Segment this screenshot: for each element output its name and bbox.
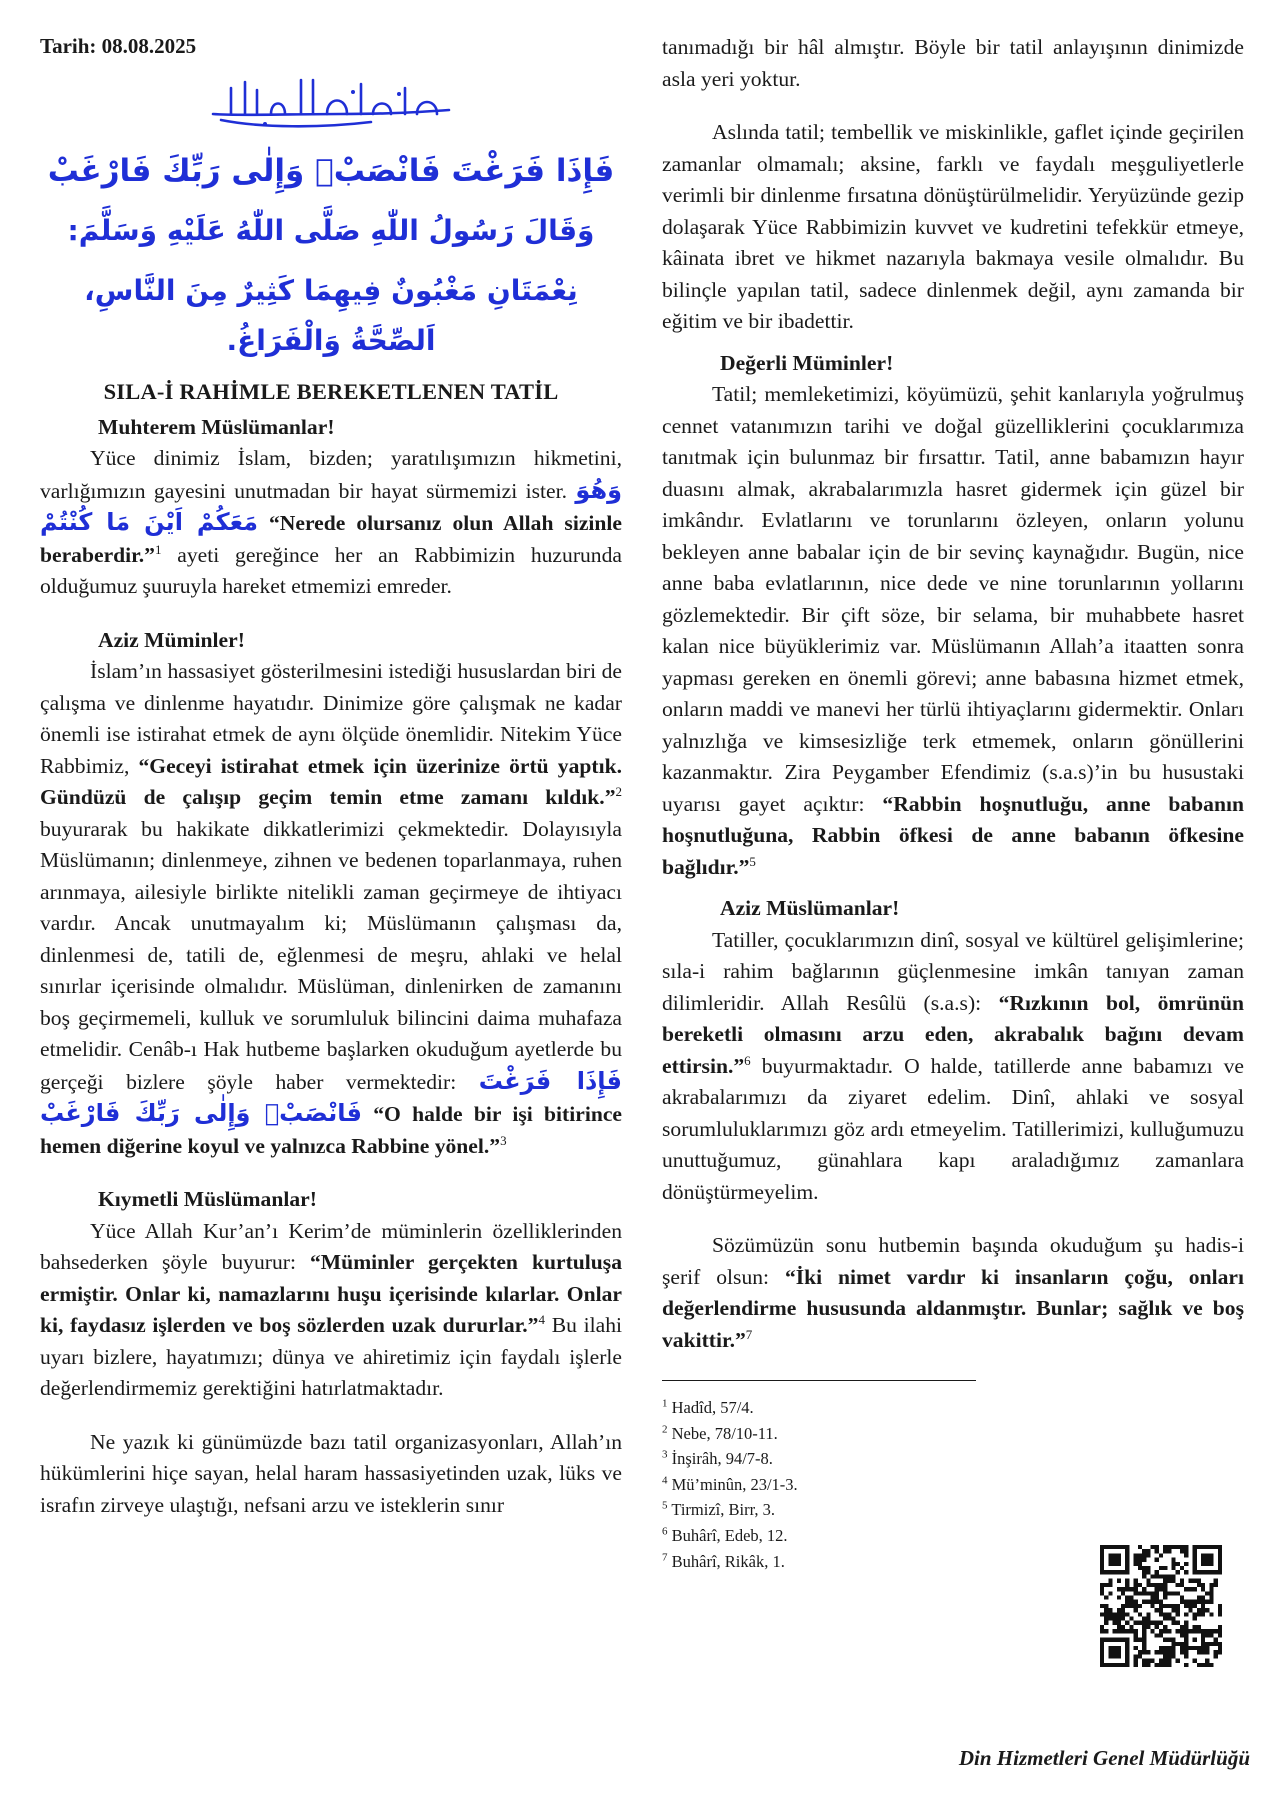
paragraph-5: Aslında tatil; tembellik ve miskinlikle, gaflet içinde geçirilen zamanlar olmamalı; aksine, farklı ve faydalı meşguliyetlerle verimli bir dinlenme fırsatına dönüştürülmelidir. Yeryüzünde gezip dolaşarak Yüce Rabbimizin kuvvet ve kudretini tefekkür etmeye, kâinata ibret ve hikmet nazarıyla bakmaya vesile olmalıdır. Bu bilinçle yapılan tatil, sadece dinlenmek değil, aynı zamanda bir eğitim ve bir ibadettir. xyxy=(662,120,1244,333)
paragraph-1-text-a: Yüce dinimiz İslam, bizden; yaratılışımızın hikmetini, varlığımızın gayesini unutmadan bir hayat sürmemizi ister. xyxy=(40,446,622,503)
footnote-item: $^5$ Tirmizî, Birr, 3. xyxy=(662,1499,776,1520)
footnote-ref-2: 2 xyxy=(615,783,622,799)
footnote-divider xyxy=(662,1380,976,1381)
hadith-intro-arabic: وَقَالَ رَسُولُ اللّٰهِ صَلَّى اللّٰهُ عَلَيْهِ وَسَلَّمَ: xyxy=(67,214,595,247)
paragraph-7-text-b: buyurmaktadır. O halde, tatillerde anne babamızı ve akrabalarımızı da ziyaret edelim. Dinî, ahlaki ve sosyal sorumluluklarımızı göz ardı etmeyelim. Tatillerimizi, kulluğumuzu unuttuğumuz, günahlara kapı araladığımız zamanlara dönüştürmeyelim. xyxy=(662,1053,1244,1204)
heading-aziz-muslumanlar: Aziz Müslümanlar! xyxy=(720,896,900,920)
paragraph-3 xyxy=(40,1216,622,1405)
paragraph-8-text-a: Sözümüzün sonu hutbemin başında okuduğum şu hadis-i şerif olsun: xyxy=(662,1233,1244,1289)
footnote-ref-4: 4 xyxy=(538,1311,545,1327)
inline-arabic-1: وَهُوَ مَعَكُمْ اَيْنَ مَا كُنْتُمْ xyxy=(40,475,622,536)
footnote-item: $^4$ Mü’minûn, 23/1-3. xyxy=(662,1474,798,1494)
paragraph-6-text-a: Tatil; memleketimizi, köyümüzü, şehit kanlarıyla yoğrulmuş cennet vatanımızın tarihi ve doğal güzelliklerini çocuklarımıza tanıtmak için bulunmaz bir fırsattır. Tatil, anne babamızın hayır duasını almak, akrabalarımızla hasret gidermek için güzel bir imkândır. Evlatlarını ve torunlarını özleyen, onların yolunu bekleyen anne babalar için de bir sevinç kaynağıdır. Bugün, nice anne baba evlatlarının, nice dede ve nine torunlarının yollarını gözlemektedir. Bir çift söze, bir selama, bir muhabbete hasret kalan nice büyüklerimiz var. Müslümanın Allah’a itaatten sonra yapması gereken en önemli görevi; anne babasına hizmet etmek, onların maddi ve manevi her türlü ihtiyaçlarını gidermektir. Onları yalnızlığa ve kimsesizliğe terk etmemek, onların gönüllerini kazanmaktır. Zira Peygamber Efendimiz (s.a.s)’in bu husustaki uyarısı gayet açıktır: xyxy=(662,382,1244,816)
qr-code-icon[interactable] xyxy=(1100,1545,1222,1667)
quote-3: “O halde bir işi bitirince hemen diğerine koyul ve yalnızca Rabbine yönel.” xyxy=(40,1102,623,1158)
heading-degerli: Değerli Müminler! xyxy=(720,350,894,375)
paragraph-7 xyxy=(662,925,1244,1209)
signature-organization: Din Hizmetleri Genel Müdürlüğü xyxy=(958,1746,1250,1770)
sermon-title: SILA-İ RAHİMLE BEREKETLENEN TATİL xyxy=(103,379,559,404)
paragraph-2 xyxy=(40,656,622,1162)
paragraph-2-text-a: İslam’ın hassasiyet gösterilmesini istediği hususlardan biri de çalışma ve dinlenme hayatıdır. Dinimize göre çalışmak ne kadar önemli ise istirahat etmek de aynı ölçüde önemlidir. Nitekim Yüce Rabbimiz, xyxy=(40,659,622,778)
paragraph-8 xyxy=(662,1230,1244,1356)
paragraph-2-text-b: buyurarak bu hakikate dikkatlerimizi çekmektedir. Dolayısıyla Müslümanın; dinlenmeye, zihnen ve bedenen toparlanmaya, ruhen arınmaya, ailesiyle birlikte nitelikli zaman geçirmeye de ihtiyacı vardır. Ancak unutmayalım ki; Müslümanın çalışması da, dinlenmesi de, tatili de, eğlenmesi de meşru, ahlaki ve helal sınırlar içerisinde olmalıdır. Müslüman, dinlenirken de zamanını boş geçirmemeli, kulluk ve sorumluluk bilincini daima muhafaza etmelidir. Cenâb-ı Hak hutbeme başlarken okuduğum ayetlerde bu gerçeği bizlere şöyle haber vermektedir: xyxy=(40,816,622,1094)
footnote-item: $^2$ Nebe, 78/10-11. xyxy=(662,1423,778,1443)
quote-2: “Geceyi istirahat etmek için üzerinize örtü yaptık. Gündüzü de çalışıp geçim temin etme zamanı kıldık.” xyxy=(40,753,622,809)
date-label: Tarih: 08.08.2025 xyxy=(40,34,197,58)
quote-4: “Müminler gerçekten kurtuluşa ermiştir. Onlar ki, namazlarını huşu içerisinde kılarlar. Onlar ki, faydasız işlerden ve boş sözlerden uzak dururlar.” xyxy=(40,1250,622,1337)
footnote-ref-3: 3 xyxy=(500,1132,507,1148)
heading-muhterem: Muhterem Müslümanlar! xyxy=(98,414,335,439)
footnote-item: $^1$ Hadîd, 57/4. xyxy=(662,1397,754,1417)
paragraph-7-text-a: Tatiller, çocuklarımızın dinî, sosyal ve kültürel gelişimlerine; sıla-i rahim bağlarının güçlenmesine imkân tanıyan zaman dilimleridir. Allah Resûlü (s.a.s): xyxy=(662,927,1244,1015)
left-column xyxy=(40,32,622,1521)
quote-1: “Nerede olursanız olun Allah sizinle beraberdir.” xyxy=(40,511,622,567)
basmala-calligraphy-icon xyxy=(40,70,622,134)
footnote-ref-1: 1 xyxy=(154,541,162,557)
heading-kiymetli: Kıymetli Müslümanlar! xyxy=(98,1187,317,1211)
paragraph-1 xyxy=(40,443,622,603)
heading-aziz-muminler: Aziz Müminler! xyxy=(98,627,245,652)
footnote-item: $^6$ Buhârî, Edeb, 12. xyxy=(662,1525,788,1545)
footnote-item: $^3$ İnşirâh, 94/7-8. xyxy=(662,1448,773,1469)
paragraph-4-continued: tanımadığı bir hâl almıştır. Böyle bir tatil anlayışının dinimizde asla yeri yoktur. xyxy=(662,35,1244,91)
footnote-item: $^7$ Buhârî, Rikâk, 1. xyxy=(662,1551,785,1571)
footnote-ref-5: 5 xyxy=(749,853,756,869)
paragraph-3-text-b: Bu ilahi uyarı bizlere, hayatımızı; dünya ve ahiretimiz için faydalı işlerle değerlendirmemiz gerektiğini hatırlatmaktadır. xyxy=(40,1313,622,1400)
quote-7: “İki nimet vardır ki insanların çoğu, onları değerlendirme hususunda aldanmıştır. Bunlar; sağlık ve boş vakittir.” xyxy=(662,1264,1244,1352)
footnote-ref-6: 6 xyxy=(744,1052,751,1068)
footnote-ref-7: 7 xyxy=(745,1326,753,1342)
verse-arabic: فَإِذَا فَرَغْتَ فَانْصَبْۙ وَإِلٰى رَبِّكَ فَارْغَبْ xyxy=(47,153,615,189)
quote-5: “Rabbin hoşnutluğu, anne babanın hoşnutluğuna, Rabbin öfkesi de anne babanın öfkesine bağlıdır.” xyxy=(662,791,1244,879)
quote-6: “Rızkının bol, ömrünün bereketli olmasını arzu eden, akrabalık bağını devam ettirsin.” xyxy=(662,990,1244,1078)
paragraph-1-text-b: ayeti gereğince her an Rabbimizin huzurunda olduğumuz şuuruyla hareket etmemizi emreder. xyxy=(40,542,622,598)
paragraph-6 xyxy=(662,379,1244,883)
paragraph-4: Ne yazık ki günümüzde bazı tatil organizasyonları, Allah’ın hükümlerini hiçe sayan, helal haram hassasiyetinden uzak, lüks ve israfın zirveye ulaştığı, nefsani arzu ve isteklerin sınır xyxy=(40,1429,622,1517)
hadith-text-arabic: نِعْمَتَانِ مَغْبُونٌ فِيهِمَا كَثِيرٌ مِنَ النَّاسِ، اَلصِّحَّةُ وَالْفَرَاغُ. xyxy=(84,274,578,357)
right-column xyxy=(662,32,1244,1574)
paragraph-3-text-a: Yüce Allah Kur’an’ı Kerim’de müminlerin özelliklerinden bahsederken şöyle buyurur: xyxy=(40,1218,622,1274)
inline-arabic-2: فَإِذَا فَرَغْتَ فَانْصَبْۙ وَإِلٰى رَبِّكَ فَارْغَبْ xyxy=(40,1066,622,1127)
